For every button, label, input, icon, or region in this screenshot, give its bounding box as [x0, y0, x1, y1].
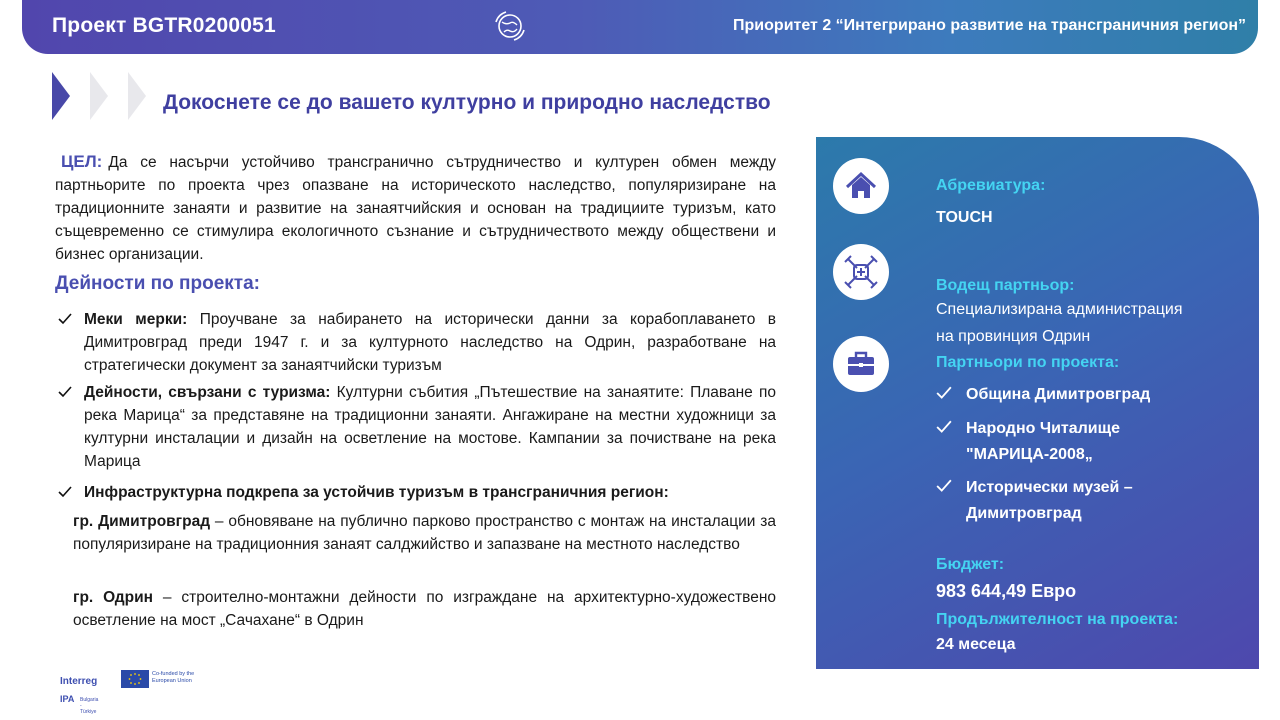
check-icon — [936, 385, 952, 401]
partner-item — [936, 416, 1236, 468]
header-bar — [22, 0, 1258, 54]
ipa-subtitle: Bulgaria - Türkiye — [80, 697, 99, 715]
sub-text: – обновяване на публично парково пространство с монтаж на инсталации за популяризиране на традиционния занаят салджийство и запазване на местното наследство — [73, 513, 776, 553]
budget-label: Бюджет: — [936, 556, 1005, 573]
check-icon — [55, 312, 75, 326]
eu-flag-icon — [121, 670, 149, 688]
activities-title: Дейности по проекта: — [55, 273, 261, 294]
list-item — [55, 308, 776, 377]
abbreviation-value: TOUCH — [936, 209, 993, 226]
project-code: Проект BGTR0200051 — [52, 14, 276, 37]
lead-partner-line-1: Специализирана администрация — [936, 301, 1183, 318]
check-icon — [55, 385, 75, 399]
activity-heading: Меки мерки: — [84, 311, 188, 328]
activity-heading: Инфраструктурна подкрепа за устойчив туризъм в трансграничния регион: — [84, 484, 669, 501]
chevrons-decoration — [52, 72, 152, 120]
abbreviation-label: Абревиатура: — [936, 177, 1046, 194]
globe-icon — [492, 8, 528, 44]
goal-paragraph — [55, 150, 776, 266]
sub-text: – строително-монтажни дейности по изграждане на архитектурно-художествено осветление на мост „Сачахане“ в Одрин — [73, 589, 777, 629]
partner-item — [936, 382, 1236, 408]
partner-name: Исторически музей – Димитровград — [966, 479, 1133, 522]
eu-cofunded-text: Co-funded by the European Union — [152, 671, 195, 684]
partners-label: Партньори по проекта: — [936, 354, 1120, 371]
sub-heading: гр. Димитровград — [73, 513, 211, 530]
lead-partner-line-2: на провинция Одрин — [936, 328, 1091, 345]
priority-text: Приоритет 2 “Интегрирано развитие на трансграничния регион” — [733, 17, 1246, 34]
briefcase-icon — [833, 336, 889, 392]
duration-value: 24 месеца — [936, 636, 1016, 653]
briefcase-icon-circle — [833, 336, 889, 392]
activity-heading: Дейности, свързани с туризма: — [84, 384, 331, 401]
activity-text: Културни събития „Пътешествие на занаятите: Плаване по река Марица“ за представяне на традиционни занаяти. Ангажиране на местни художници за културни инсталации и дизайн на осветление на мостове. Кампании за почистване на река Марица — [84, 384, 776, 470]
list-item — [55, 381, 776, 473]
activity-text: Проучване за набирането на исторически данни за корабоплаването в Димитровград преди 1947 г. и за културното наследство на Одрин, разработване на стратегически документ за занаятчийски туризъм — [84, 311, 776, 374]
check-icon — [936, 478, 952, 494]
sub-heading: гр. Одрин — [73, 589, 153, 606]
budget-value: 983 644,49 Евро — [936, 581, 1077, 601]
home-icon-circle — [833, 158, 889, 214]
partner-name: Народно Читалище "МАРИЦА-2008„ — [966, 420, 1121, 463]
sub-item — [73, 511, 776, 556]
lead-partner-label: Водещ партньор: — [936, 277, 1075, 294]
goal-text: Да се насърчи устойчиво трансгранично сътрудничество и културен обмен между партньорите по проекта чрез опазване на историческото наследство, популяризиране на традиционните занаяти и развитие на занаятчийския и основан на традициите туризъм, като същевременно се стимулира екологичното съзнание и сътрудничеството между обществени и бизнес организации. — [55, 154, 776, 263]
partner-item — [936, 475, 1236, 527]
duration-label: Продължителност на проекта: — [936, 611, 1179, 628]
sub-item — [73, 587, 776, 632]
interreg-logo: Interreg — [60, 676, 98, 687]
goal-label: ЦЕЛ: — [61, 152, 103, 171]
list-item — [55, 481, 776, 504]
page-title: Докоснете се до вашето културно и природно наследство — [163, 91, 771, 114]
handshake-icon-circle — [833, 244, 889, 300]
check-icon — [55, 485, 75, 499]
home-icon — [833, 158, 889, 214]
partner-name: Община Димитровград — [966, 386, 1151, 403]
handshake-icon — [833, 244, 889, 300]
project-info-panel — [816, 137, 1259, 669]
ipa-logo: IPA — [60, 694, 75, 704]
check-icon — [936, 419, 952, 435]
